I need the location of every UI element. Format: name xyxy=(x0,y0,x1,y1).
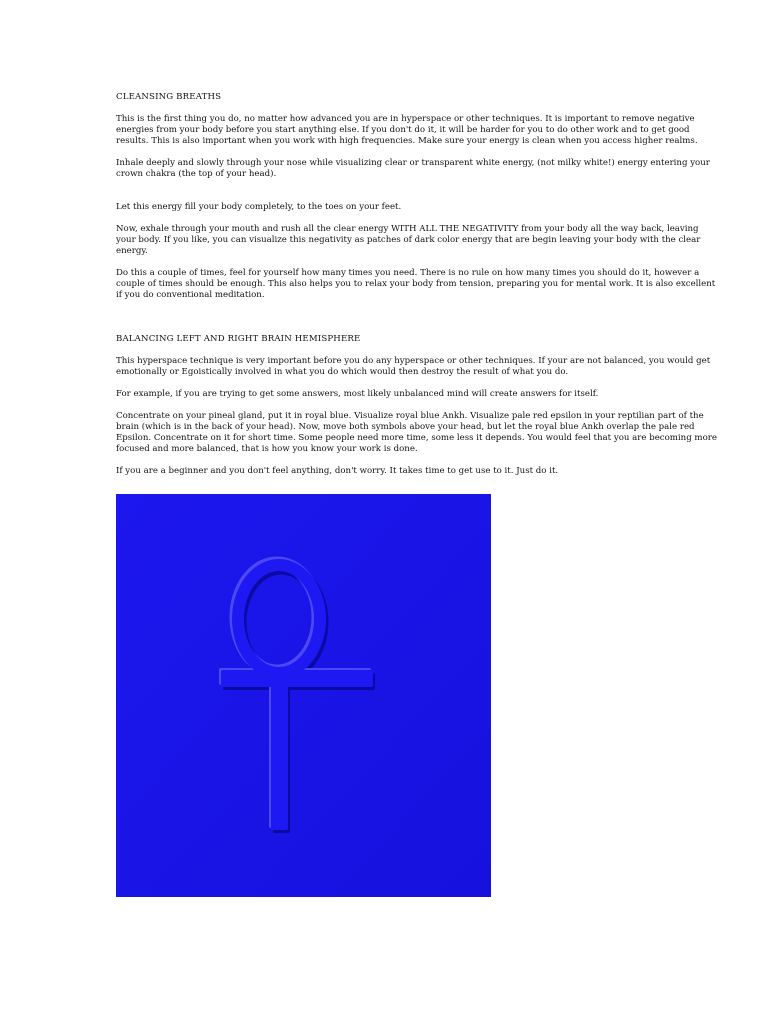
section-balancing-hemispheres xyxy=(116,334,717,477)
section-heading: BALANCING LEFT AND RIGHT BRAIN HEMISPHERE xyxy=(116,334,361,344)
paragraph xyxy=(116,356,711,378)
text-line: For example, if you are trying to get some answers, most likely unbalanced mind will create answers for itself. xyxy=(116,389,599,399)
text-line: your body. If you like, you can visualize this negativity as patches of dark color energy that are begin leaving your body with the clear xyxy=(116,235,701,245)
text-line: Concentrate on your pineal gland, put it in royal blue. Visualize royal blue Ankh. Visualize pale red epsilon in your reptilian part of the xyxy=(116,411,704,421)
section-heading: CLEANSING BREATHS xyxy=(116,92,222,102)
paragraph xyxy=(116,411,717,455)
text-line: brain (which is in the back of your head). Now, move both symbols above your head, but let the royal blue Ankh overlap the pale red xyxy=(116,422,695,432)
paragraph xyxy=(116,268,716,301)
text-line: Now, exhale through your mouth and rush all the clear energy WITH ALL THE NEGATIVITY from your body all the way back, leaving xyxy=(116,224,699,234)
text-line: If you are a beginner and you don't feel anything, don't worry. It takes time to get use to it. Just do it. xyxy=(116,466,559,476)
text-line: Let this energy fill your body completely, to the toes on your feet. xyxy=(116,202,402,212)
text-line: crown chakra (the top of your head). xyxy=(116,169,277,179)
ankh-icon xyxy=(116,494,491,897)
text-line: Do this a couple of times, feel for yourself how many times you need. There is no rule on how many times you should do it, however a xyxy=(116,268,700,278)
text-line: Epsilon. Concentrate on it for short time. Some people need more time, some less it depends. You would feel that you are becoming more xyxy=(116,433,717,443)
text-line: energies from your body before you start anything else. If you don't do it, it will be harder for you to do other work and to get good xyxy=(116,125,690,135)
text-line: focused and more balanced, that is how you know your work is done. xyxy=(116,444,418,454)
paragraph xyxy=(116,466,661,477)
text-line: couple of times should be enough. This also helps you to relax your body from tension, preparing you for mental work. It is also excellent xyxy=(116,279,716,289)
paragraph xyxy=(116,202,661,213)
text-line: This is the first thing you do, no matter how advanced you are in hyperspace or other techniques. It is important to remove negative xyxy=(116,114,695,124)
paragraph xyxy=(116,158,710,180)
document-body xyxy=(116,92,717,477)
text-line: Inhale deeply and slowly through your nose while visualizing clear or transparent white energy, (not milky white!) energy entering your xyxy=(116,158,710,168)
paragraph xyxy=(116,114,698,147)
section-cleansing-breaths xyxy=(116,92,716,301)
paragraph xyxy=(116,389,661,400)
paragraph xyxy=(116,224,701,257)
text-line: emotionally or Egoistically involved in what you do which would then destroy the result of what you do. xyxy=(116,367,569,377)
text-line: energy. xyxy=(116,246,148,256)
ankh-image xyxy=(116,494,491,897)
text-line: results. This is also important when you work with high frequencies. Make sure your energy is clean when you access higher realms. xyxy=(116,136,698,146)
text-line: if you do conventional meditation. xyxy=(116,290,265,300)
text-line: This hyperspace technique is very important before you do any hyperspace or other techniques. If your are not balanced, you would get xyxy=(116,356,711,366)
